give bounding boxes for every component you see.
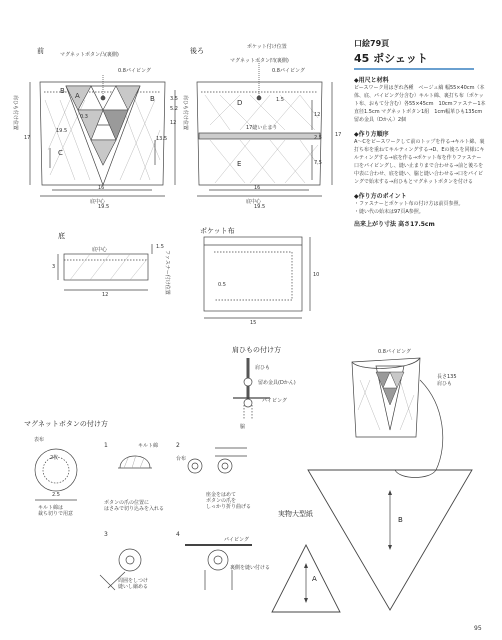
bottom-width: 12	[102, 292, 109, 298]
pattern-letter-a: A	[312, 575, 317, 583]
magnet-step-3: 3	[104, 531, 108, 538]
finished-size	[354, 219, 486, 228]
magnet-title: マグネットボタンの付け方	[24, 420, 108, 428]
title-rule	[354, 68, 474, 70]
front-center-note: 底中心	[90, 199, 106, 205]
front-letter-b2: B	[150, 95, 155, 103]
pattern-letter-b: B	[398, 516, 403, 524]
project-title	[354, 50, 486, 66]
strap-piping-note: パイピング	[262, 398, 287, 404]
magnet-s2-label: キルト綿	[138, 443, 158, 449]
bottom-center-note: 底中心	[92, 247, 108, 253]
strap-center-note: 脇	[240, 424, 246, 430]
back-zipper-note: 17縫い止まり	[246, 125, 278, 131]
page-number: 95	[474, 625, 482, 632]
steps-heading: ◆作り方順序	[354, 131, 389, 138]
back-strap-note: 肩ひも付け位置	[182, 95, 188, 131]
back-quilt-note: 1.5	[276, 97, 284, 103]
front-piping-note: 0.8パイピング	[118, 68, 151, 74]
instruction-panel	[354, 38, 491, 228]
back-dim-bottom: 16	[254, 185, 261, 191]
front-dim-h1: 17	[24, 135, 31, 141]
pocket-inner: 0.5	[218, 282, 226, 288]
magnet-s3-caption: 座金をはめて ボタンの爪を しっかり折り曲げる	[206, 492, 252, 510]
pocket-label: ポケット布	[200, 227, 235, 235]
front-dim-h4: 12	[170, 120, 177, 126]
magnet-step-2: 2	[176, 442, 180, 449]
strap-strap-note: 肩ひも	[255, 365, 271, 371]
pocket-width: 15	[250, 320, 257, 326]
front-label: 前	[37, 47, 44, 55]
back-pocket-note: ポケット付け位置	[247, 44, 287, 50]
magnet-s4-label: パイピング	[224, 537, 249, 543]
front-dim-h3: 13.5	[156, 136, 168, 142]
finished-size-label: 出来上がり寸法	[354, 221, 397, 228]
magnet-s5-caption: 周囲をしつけ 縫いし縮める	[118, 578, 149, 590]
front-dim-width: 19.5	[98, 204, 110, 210]
front-strap-note: 肩ひも付け位置	[12, 95, 18, 131]
front-dim-h2: 19.5	[56, 128, 68, 134]
materials-heading: ◆用尺と材料	[354, 77, 389, 84]
magnet-s1-note: 2枚	[50, 455, 59, 461]
bag-strap-label: 肩ひも	[437, 381, 453, 387]
bottom-height: 3	[52, 264, 56, 270]
pattern-title: 実物大型紙	[278, 510, 313, 518]
magnet-step-1: 1	[104, 442, 108, 449]
steps-body: A～Cをピースワークして前のトップを作る→キルト綿、裏打ち布を重ねてキルティングする→D、Eの後ろを同様にキルティングする→底を作る→ポケット布を作りファスナー口をパイピングし、縫い止まりまで合わせる→前と後ろを中表に合わせ、底を縫い、脇と縫い合わせる→口をパイピングで始末する→肩ひもとマグネットボタンを付ける	[354, 139, 485, 185]
points-heading: ◆作り方のポイント	[354, 193, 407, 200]
title-text: ポシェット	[373, 52, 428, 65]
front-dim-h5: 5.2	[170, 106, 178, 112]
back-piping-note: 0.8パイピング	[272, 68, 305, 74]
materials-body: ピースワーク用はぎれ各種 ベージュ縞 幅55×40cm（本体、底、パイピング分含む）キルト綿、裏打ち布（ポケット布、おもて分含む）各55×45cm 10cmファスナー1本 直径1.5cm マグネットボタン1組 1cm幅革ひも135cm 留め金具（Dかん）2個	[354, 85, 491, 123]
back-letter-e: E	[237, 160, 242, 168]
magnet-step-4: 4	[176, 531, 180, 538]
back-dim-h3: 7.5	[314, 160, 322, 166]
front-dim-03: 0.3	[80, 114, 88, 120]
title-number: 45	[354, 52, 370, 65]
points-body: ・ファスナーとポケット布の付け方は前頁参照。 ・縫い代の始末は97頁A参照。	[354, 201, 464, 215]
strap-title: 肩ひもの付け方	[232, 346, 281, 354]
bottom-label: 底	[58, 232, 65, 240]
front-letter-a: A	[75, 92, 80, 100]
pocket-fold-note: ファスナー付け位置	[164, 250, 170, 295]
magnet-s2-caption: ボタンの爪の位置に はさみで切り込みを入れる	[104, 500, 165, 512]
front-dim-bottom: 16	[98, 185, 105, 191]
front-dim-h6: 3.5	[170, 96, 178, 102]
front-letter-c: C	[58, 149, 63, 157]
back-letter-d: D	[237, 99, 243, 107]
front-letter-b1: B	[60, 87, 65, 95]
magnet-s3-label: 台布	[176, 456, 187, 462]
back-magnet-note: マグネットボタン凹(裏側)	[230, 58, 289, 64]
back-dim-width: 19.5	[254, 204, 266, 210]
finished-size-value: 高さ17.5cm	[398, 221, 435, 228]
bag-piping-note: 0.8パイピング	[378, 349, 411, 355]
front-magnet-note: マグネットボタン凸(裏側)	[60, 52, 119, 58]
pocket-height: 10	[313, 272, 320, 278]
back-dim-h1: 17	[335, 132, 342, 138]
magnet-s1-dim: 2.5	[52, 492, 60, 498]
back-center-note: 底中心	[246, 199, 262, 205]
back-label: 後ろ	[190, 47, 204, 55]
page-code: 口絵79頁	[354, 39, 390, 48]
magnet-s1-caption: キルト綿は 裁ち切りで用意	[38, 505, 74, 517]
magnet-s1-title: 表布	[34, 437, 45, 443]
bag-strap-length: 長さ135	[437, 374, 457, 380]
back-dim-h4: 2.5	[314, 135, 322, 141]
strap-ring-note: 留め金具(Dかん)	[258, 380, 296, 386]
magnet-s4-caption: 裏側を縫い付ける	[230, 565, 271, 571]
bottom-side: 1.5	[156, 244, 164, 250]
back-dim-h2: 12	[314, 112, 321, 118]
